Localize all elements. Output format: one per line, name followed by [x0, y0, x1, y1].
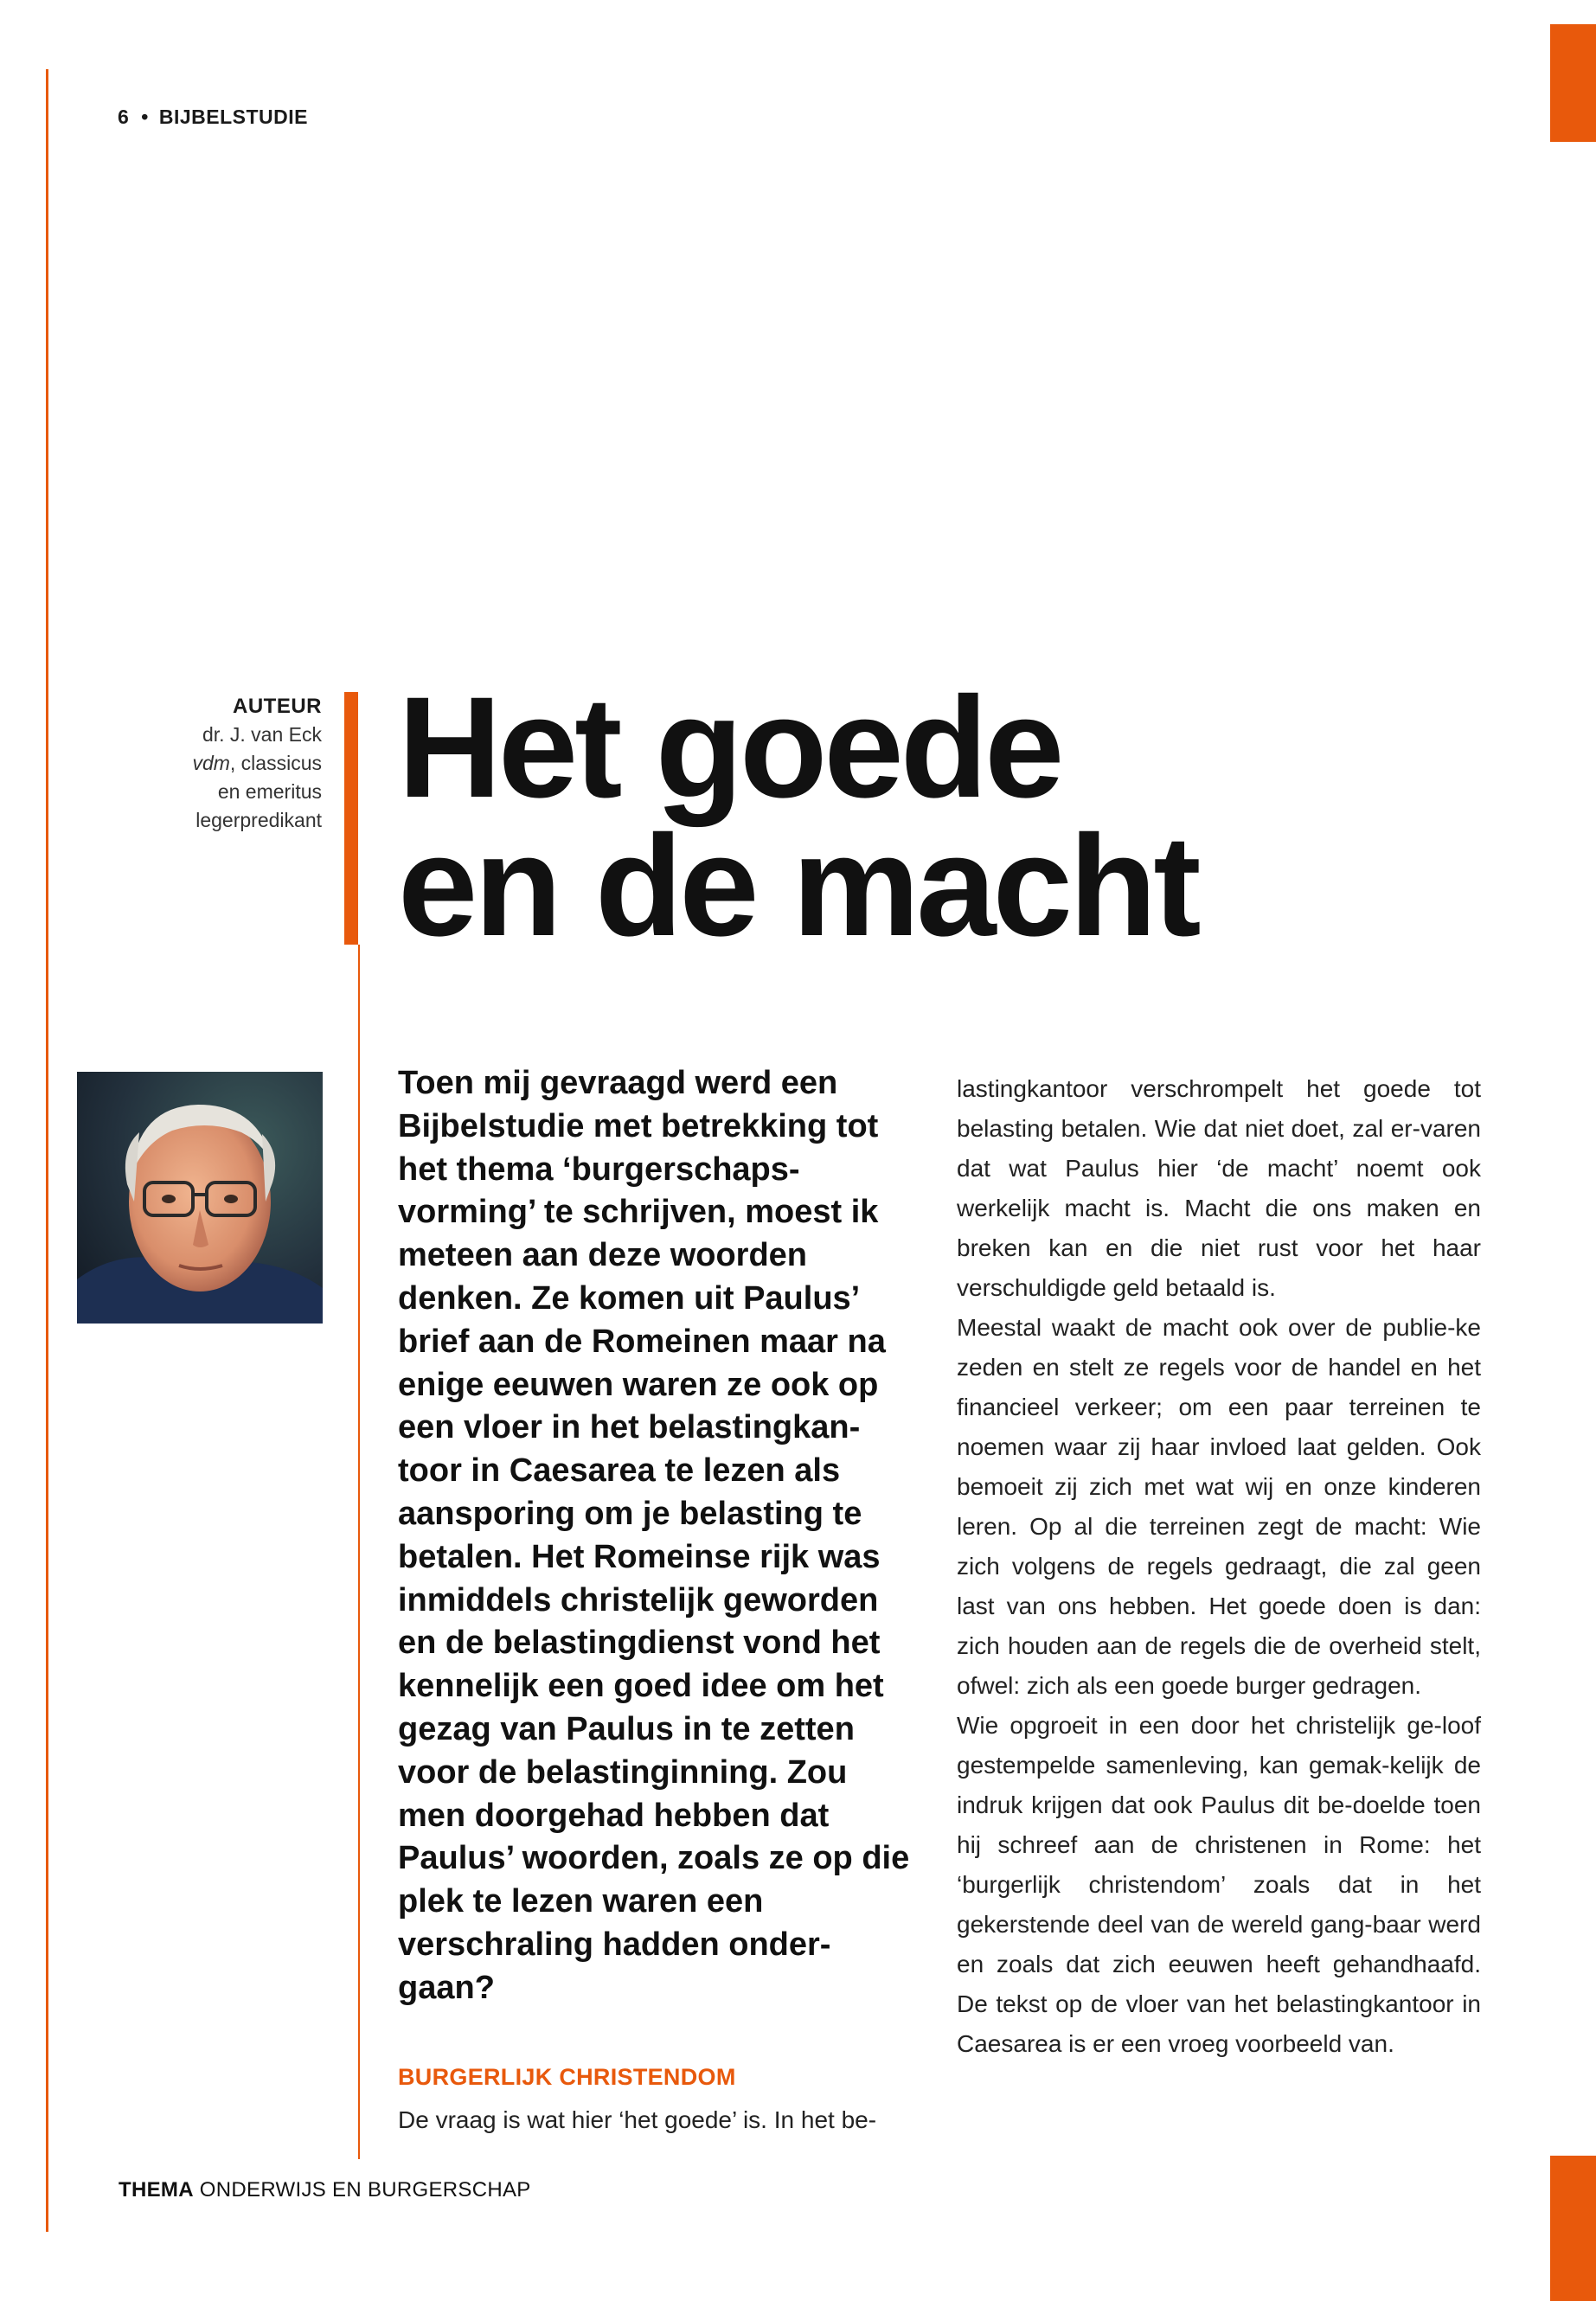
title-line-2: en de macht — [398, 806, 1198, 966]
column-rule — [358, 945, 360, 2159]
lead-paragraph: Toen mij gevraagd werd een Bijbelstudie met betrekking tot het thema ‘burgerschaps-vorming’ te schrijven, moest ik meteen aan deze woorden denken. Ze komen uit Paulus’ brief aan de Romeinen maar na enige eeuwen waren ze ook op een vloer in het belastingkan-toor in Caesarea te lezen als aansporing om je belasting te betalen. Het Romeinse rijk was inmiddels christelijk geworden en de belastingdienst vond het kennelijk een goed idee om het gezag van Paulus in te zetten voor de belastinginning. Zou men doorgehad hebben dat Paulus’ woorden, zoals ze op die plek te lezen waren een verschraling hadden onder-gaan? — [398, 1065, 910, 2006]
subheading: BURGERLIJK CHRISTENDOM — [398, 2064, 736, 2090]
author-line4: legerpredikant — [195, 809, 322, 831]
margin-rule — [46, 69, 48, 2232]
title-line-1: Het goede — [398, 668, 1061, 828]
author-title-rest: , classicus — [229, 752, 322, 774]
column2-paragraph: Wie opgroeit in een door het christelijk ge-loof gestempelde samenleving, kan gemak-kelijk de indruk krijgen dat ook Paulus dit be-doelde toen hij schreef aan de christenen in Rome: het ‘burgerlijk christendom’ zoals dat in het gekerstende deel van de wereld gang-baar werd en zoals dat zich eeuwen heeft gehandhaafd. De tekst op de vloer van het belastingkantoor in Caesarea is er een vroeg voorbeeld van. — [957, 1712, 1481, 2057]
author-portrait — [77, 1072, 323, 1324]
author-name: dr. J. van Eck — [202, 723, 322, 746]
column2-paragraph: lastingkantoor verschrompelt het goede tot belasting betalen. Wie dat niet doet, zal er-varen dat wat Paulus hier ‘de macht’ noemt ook werkelijk macht is. Macht die ons maken en breken kan en die niet rust voor het haar verschuldigde geld betaald is. — [957, 1075, 1481, 1301]
footer — [119, 2178, 531, 2202]
author-title — [121, 749, 322, 778]
author-block — [121, 692, 322, 835]
page-header — [118, 106, 308, 129]
accent-tab-bottom — [1550, 2156, 1596, 2301]
column1-text: De vraag is wat hier ‘het goede’ is. In het be- — [398, 2106, 877, 2133]
section-label: BIJBELSTUDIE — [158, 106, 308, 128]
accent-tab-top — [1550, 24, 1596, 142]
article-title — [398, 668, 1198, 966]
page-number: 6 — [118, 106, 130, 128]
header-separator: • — [141, 106, 149, 128]
column2 — [957, 1069, 1481, 2064]
author-label: AUTEUR — [233, 695, 322, 718]
column2-paragraph: Meestal waakt de macht ook over de publie-ke zeden en stelt ze regels voor de handel en het financieel verkeer; om een paar terreinen te noemen waar zij haar invloed laat gelden. Ook bemoeit zij zich met wat wij en onze kinderen leren. Op al die terreinen zegt de macht: Wie zich volgens de regels gedraagt, die zal geen last van ons hebben. Het goede doen is dan: zich houden aan de regels die de overheid stelt, ofwel: zich als een goede burger gedragen. — [957, 1314, 1481, 1699]
footer-bold: THEMA — [119, 2178, 194, 2202]
author-line3: en emeritus — [217, 780, 322, 803]
footer-rest: ONDERWIJS EN BURGERSCHAP — [193, 2178, 531, 2202]
author-title-italic: vdm — [192, 752, 230, 774]
title-accent-bar — [344, 692, 358, 945]
